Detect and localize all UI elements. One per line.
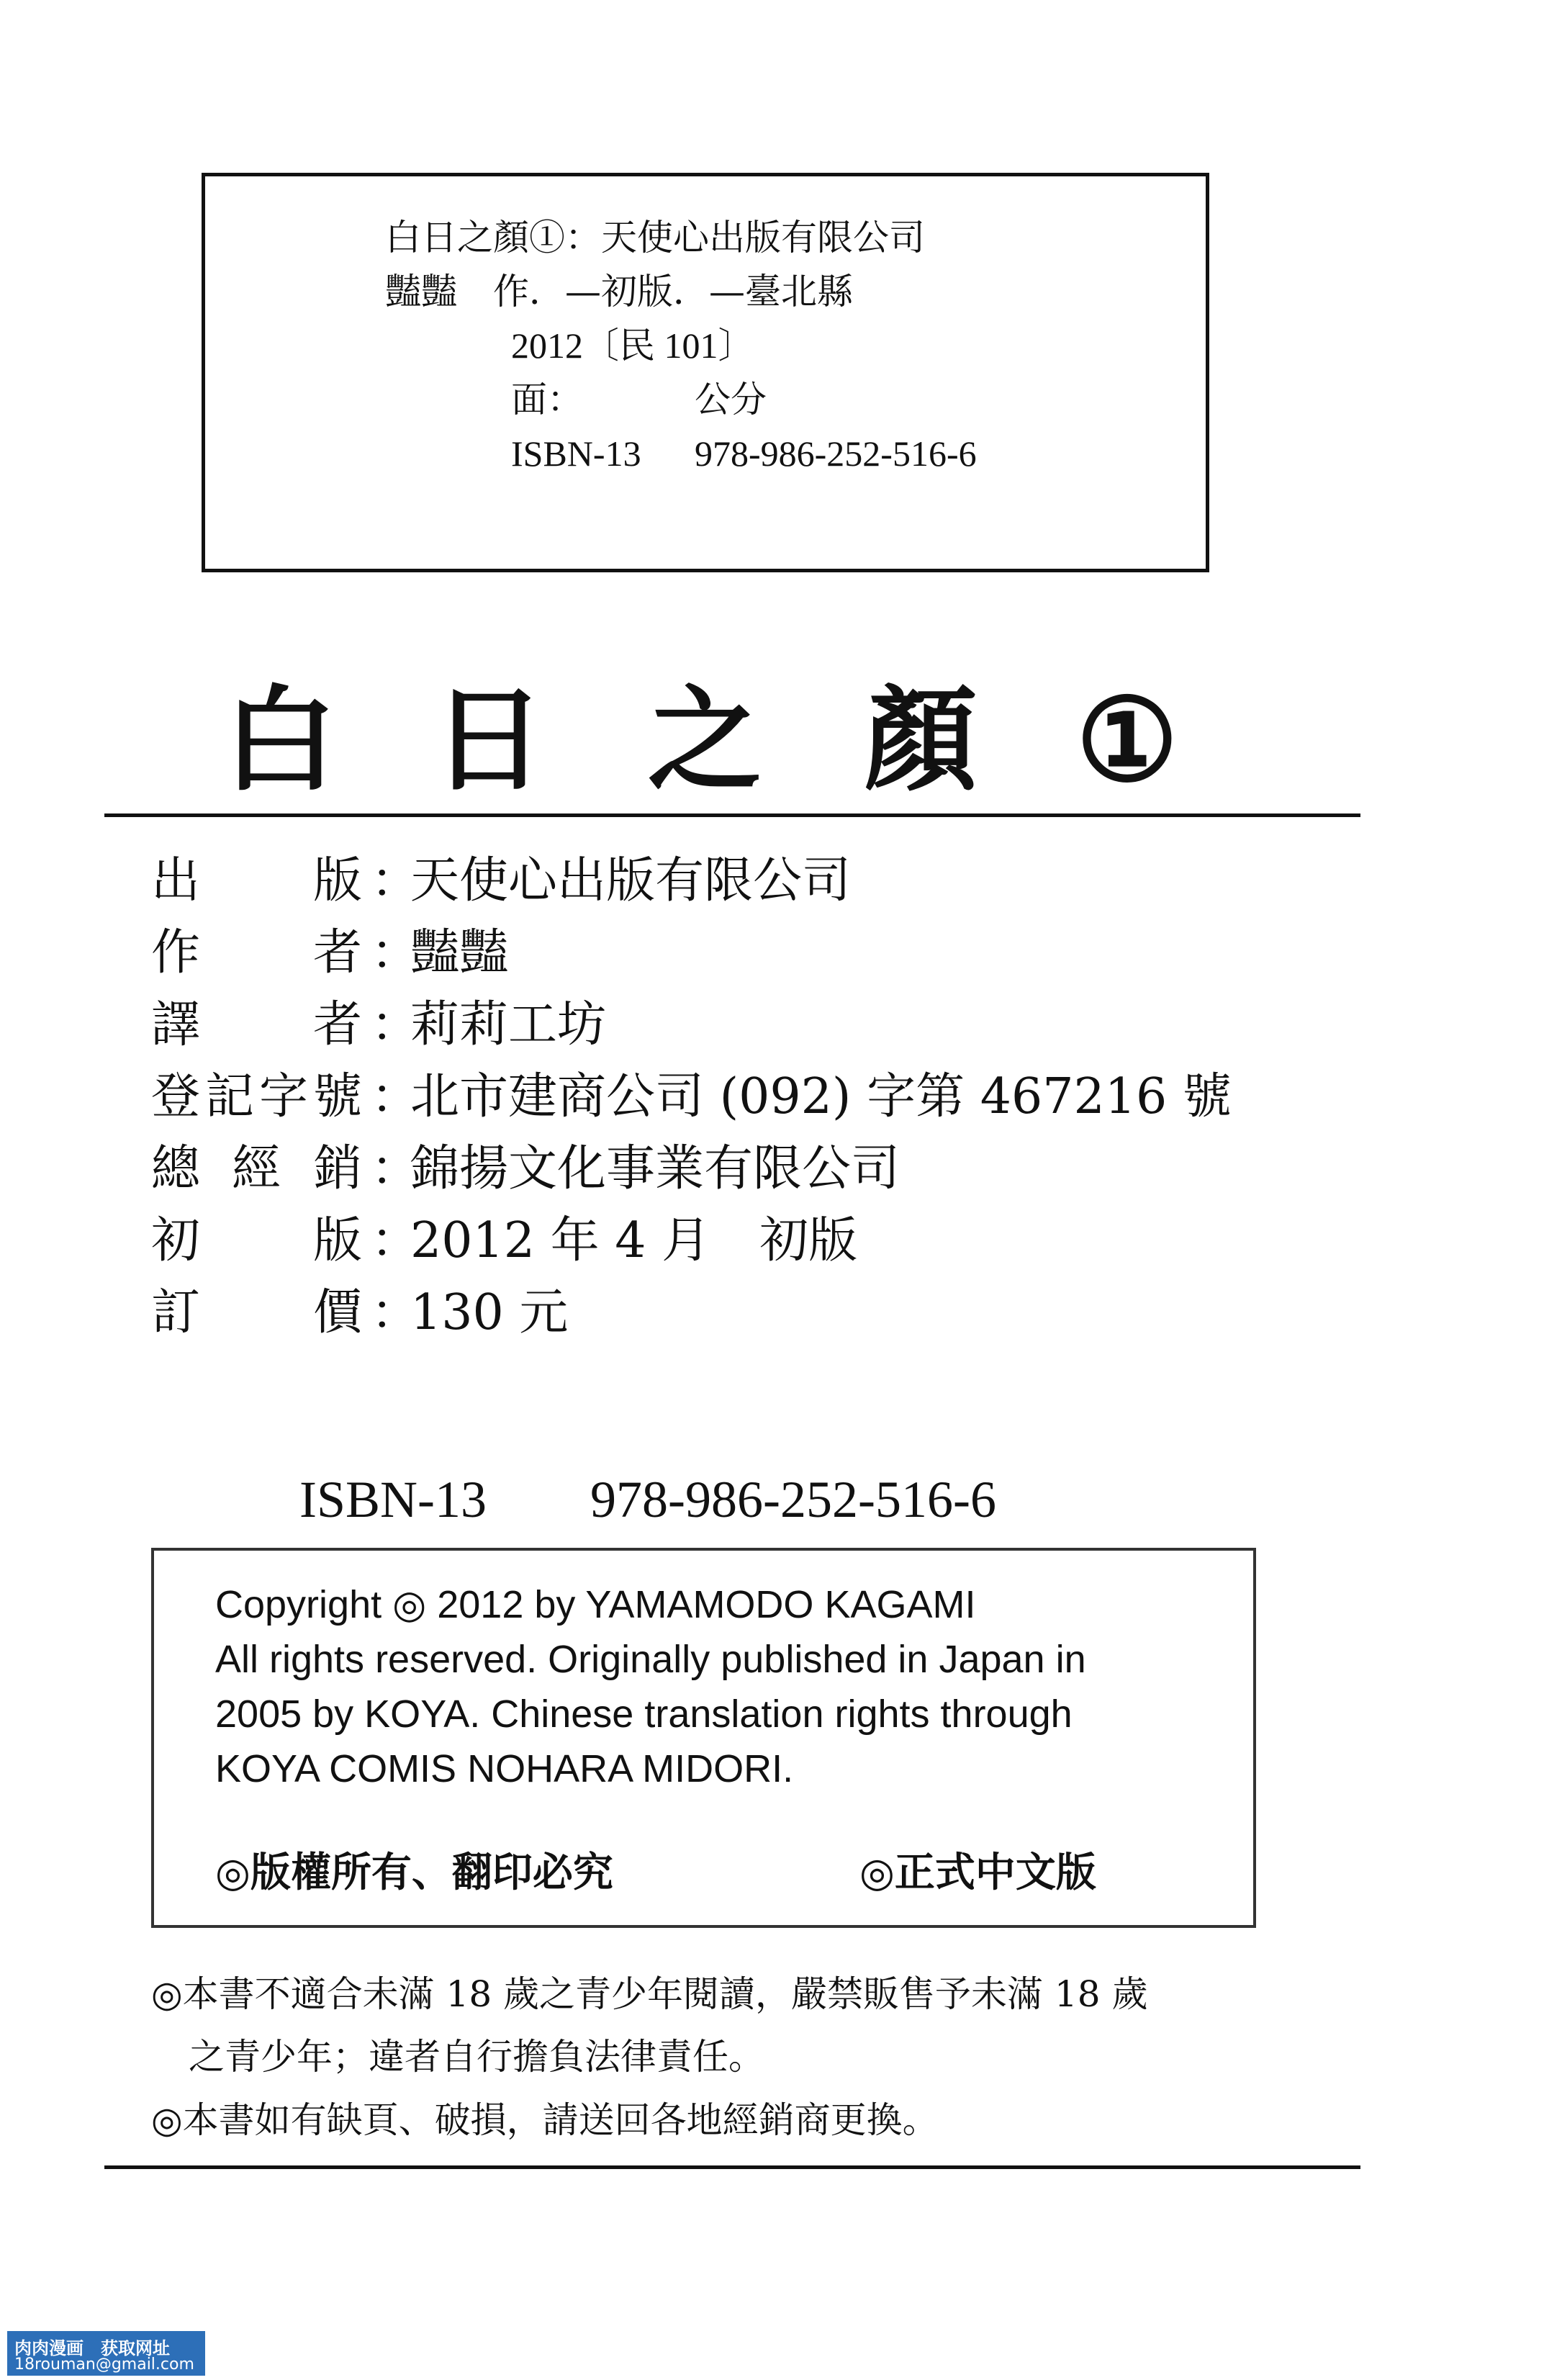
title-char-2: 日 [432, 674, 546, 807]
copyright-line-2: All rights reserved. Originally published in Japan in [215, 1638, 1086, 1681]
divider-bottom [104, 2165, 1360, 2169]
cip-dimensions-label: 面： [511, 379, 583, 420]
divider-top [104, 813, 1360, 817]
age-notice-line-2: 之青少年；違者自行擔負法律責任。 [189, 2036, 764, 2078]
copyright-box [151, 1548, 1256, 1928]
defect-notice: ◎本書如有缺頁、破損，請送回各地經銷商更換。 [151, 2099, 939, 2141]
isbn-label: ISBN-13 [299, 1471, 487, 1528]
edition-value: 2012 年 4 月 初版 [410, 1212, 858, 1269]
copyright-line-3: 2005 by KOYA. Chinese translation rights through [215, 1692, 1073, 1736]
age-notice-line-1: ◎本書不適合未滿 18 歲之青少年閱讀，嚴禁販售予未滿 18 歲 [151, 1973, 1148, 2015]
author-value: 豔豔 [410, 924, 509, 981]
watermark-badge [7, 2331, 205, 2376]
cip-line-1: 白日之顏①：天使心出版有限公司 [385, 217, 925, 258]
translator-value: 莉莉工坊 [410, 996, 607, 1053]
cip-line-2: 豔豔 作．—初版．—臺北縣 [385, 271, 853, 312]
title-char-3: 之 [648, 674, 762, 807]
watermark-title: 肉肉漫画 获取网址 [14, 2338, 170, 2358]
title-char-1: 白 [223, 674, 337, 807]
cip-box [202, 173, 1209, 572]
watermark-email: 18rouman@gmail.com [14, 2356, 194, 2374]
book-title [223, 674, 1231, 807]
isbn-line [274, 1422, 996, 1528]
cip-isbn-label: ISBN-13 [511, 433, 641, 474]
rights-reserved-notice: ◎版權所有、翻印必究 [215, 1849, 613, 1896]
title-char-5: ① [1076, 674, 1178, 807]
cip-line-3: 2012〔民 101〕 [511, 325, 754, 366]
publisher-value: 天使心出版有限公司 [410, 852, 852, 909]
official-edition-notice: ◎正式中文版 [859, 1849, 1096, 1896]
cip-isbn-value: 978-986-252-516-6 [695, 433, 977, 474]
copyright-line-1: Copyright ◎ 2012 by YAMAMODO KAGAMI [215, 1583, 976, 1626]
distributor-value: 錦揚文化事業有限公司 [410, 1140, 900, 1197]
isbn-value: 978-986-252-516-6 [590, 1471, 996, 1528]
copyright-line-4: KOYA COMIS NOHARA MIDORI. [215, 1747, 794, 1790]
title-char-4: 顏 [864, 674, 978, 807]
cip-dimensions-unit: 公分 [695, 379, 767, 420]
price-value: 130 元 [410, 1284, 569, 1341]
registration-value: 北市建商公司 (092) 字第 467216 號 [410, 1068, 1232, 1125]
